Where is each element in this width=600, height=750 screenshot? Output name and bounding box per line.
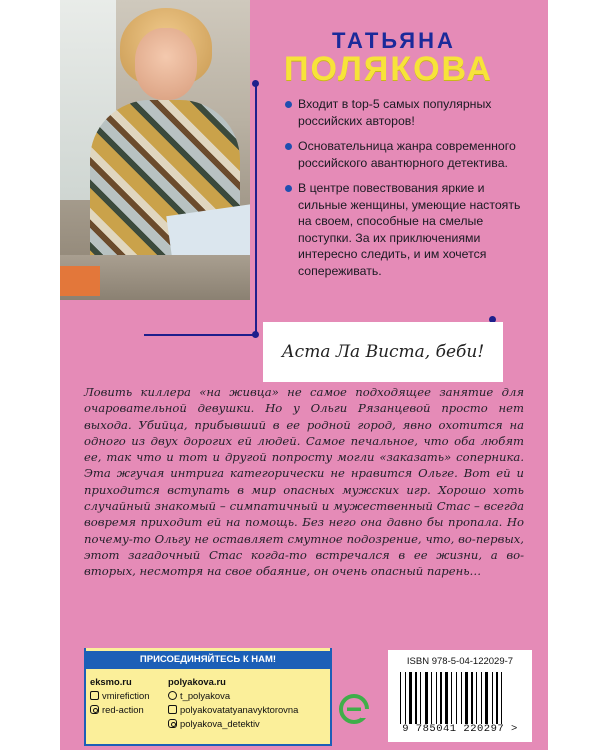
isbn-label: ISBN 978-5-04-122029-7 [406,656,514,667]
instagram-author-link[interactable]: polyakova_detektiv [168,717,298,731]
vk-icon [90,691,99,700]
author-photo [60,0,250,300]
book-description: Ловить киллера «на живца» не самое подходящее занятие для очаровательной девушки. Но у Ольги Рязанцевой просто нет выхода. Убийца, прибывший в ее родной город, явно охотится на одного из двух дорогих ей людей. Самое печальное, что оба любят ее, так что и тот и другой попросту могли «заказать» соперника. Эта жгучая интрига категорически не нравится Ольге. Вот ей и приходится вступать в мир опасных мужских игр. Хорошо хоть случайный знакомый – симпатичный и мужественный Стас – всегда вовремя приходит ей на помощь. Без него она давно бы пропала. Но почему-то Ольгу не оставляет смутное подозрение, что, во-первых, этот загадочный Стас когда-то встречался в ее жизни, а во-вторых, несмотря на свое обаяние, он очень опасный парень… [84,385,524,579]
social-column-author [168,675,298,731]
vk-author-link[interactable]: polyakovatatyanavyktorovna [168,703,298,717]
instagram-icon [90,705,99,714]
highlight-item: В центре повествования яркие и сильные женщины, умеющие настоять на своем, способные на смелые поступки. За их приключениями интересно следить, и им хочется сопереживать. [285,180,535,279]
eksmo-site-link[interactable]: eksmo.ru [90,676,132,687]
accent-line-vertical-left [255,82,257,334]
telegram-icon [168,691,177,700]
barcode-bars [400,672,524,724]
instagram-link[interactable]: red-action [90,703,149,717]
telegram-link[interactable]: t_polyakova [168,689,298,703]
accent-dot-corner [252,331,259,338]
eksmo-logo-icon [339,694,369,724]
vk-icon [168,705,177,714]
highlight-item: Основательница жанра современного российского авантюрного детектива. [285,138,535,171]
tagline: Аста Ла Виста, беби! [281,342,485,362]
barcode-block [388,650,532,742]
tagline-box [263,322,503,382]
author-last-name: ПОЛЯКОВА [284,50,493,88]
accent-dot-top [252,80,259,87]
social-header: ПРИСОЕДИНЯЙТЕСЬ К НАМ! [84,651,332,669]
barcode-number: 9 785041 220297 > [402,723,518,735]
highlight-item: Входит в top-5 самых популярных российских авторов! [285,96,535,129]
social-column-publisher [90,675,149,717]
polyakova-site-link[interactable]: polyakova.ru [168,676,226,687]
instagram-icon [168,719,177,728]
author-first-name: ТАТЬЯНА [332,28,456,53]
back-cover [60,0,548,750]
highlights-list [285,96,535,288]
accent-line-horizontal [144,334,256,336]
vk-link[interactable]: vmirefiction [90,689,149,703]
